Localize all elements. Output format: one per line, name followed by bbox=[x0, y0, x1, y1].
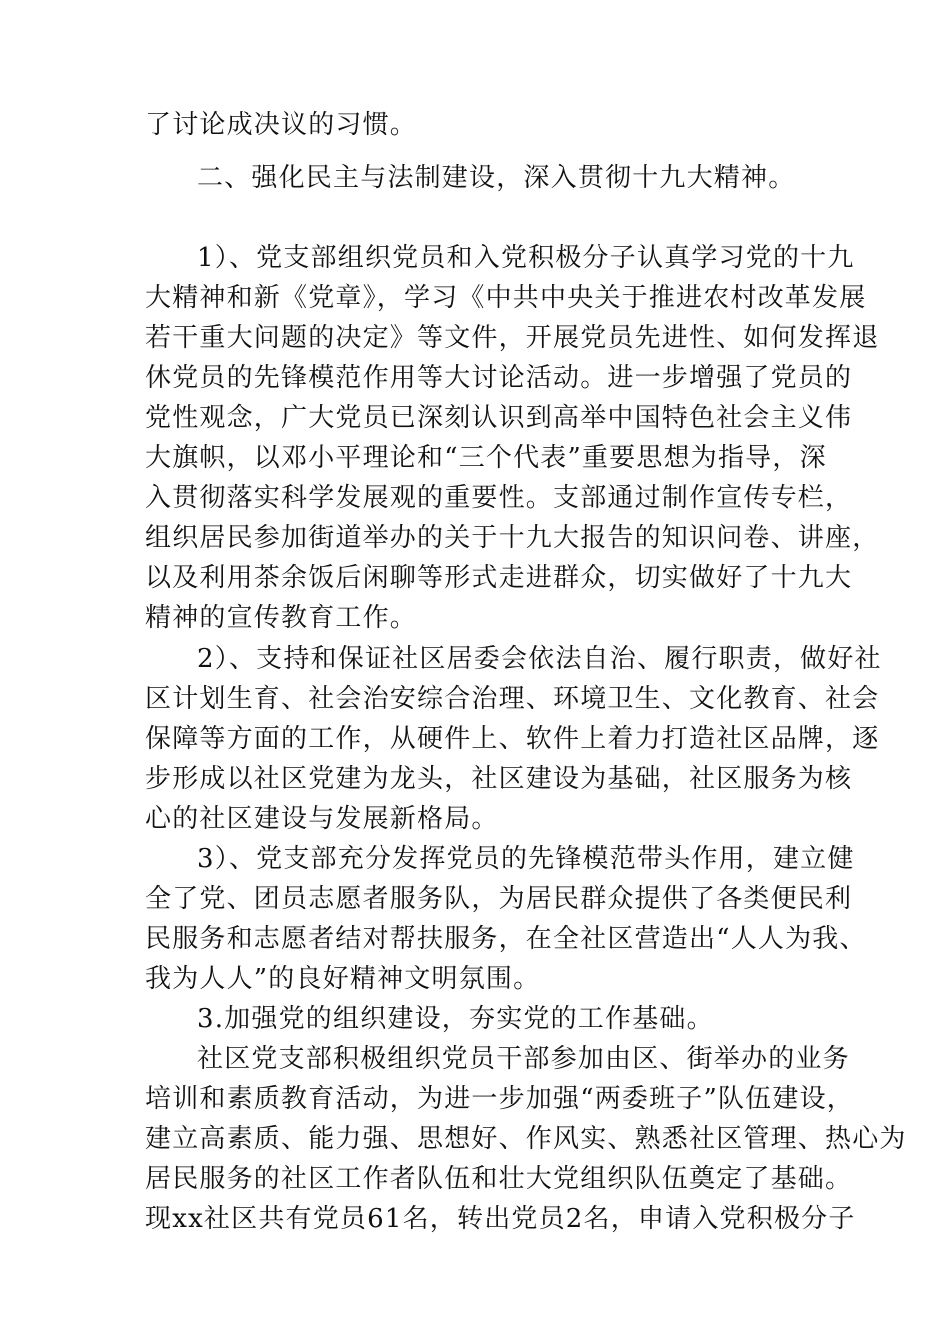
text-line-13: 2）、支持和保证社区居委会依法自治、履行职责，做好社 bbox=[197, 644, 882, 674]
text-line-15: 保障等方面的工作，从硬件上、软件上着力打造社区品牌，逐 bbox=[145, 724, 880, 754]
text-line-7: 党性观念，广大党员已深刻认识到高举中国特色社会主义伟 bbox=[145, 403, 853, 433]
text-line-16: 步形成以社区党建为龙头，社区建设为基础，社区服务为核 bbox=[145, 764, 853, 794]
text-line-9: 入贯彻落实科学发展观的重要性。支部通过制作宣传专栏， bbox=[145, 483, 853, 513]
text-line-25: 建立高素质、能力强、思想好、作风实、熟悉社区管理、热心为 bbox=[145, 1124, 907, 1154]
text-line-5: 若干重大问题的决定》等文件，开展党员先进性、如何发挥退 bbox=[145, 323, 880, 353]
text-line-10: 组织居民参加街道举办的关于十九大报告的知识问卷、讲座， bbox=[145, 523, 880, 553]
text-line-3: 1）、党支部组织党员和入党积极分子认真学习党的十九 bbox=[197, 243, 855, 273]
text-line-6: 休党员的先锋模范作用等大讨论活动。进一步增强了党员的 bbox=[145, 363, 853, 393]
text-line-14: 区计划生育、社会治安综合治理、环境卫生、文化教育、社会 bbox=[145, 684, 880, 714]
text-line-21: 我为人人”的良好精神文明氛围。 bbox=[145, 964, 541, 994]
text-line-2: 二、强化民主与法制建设，深入贯彻十九大精神。 bbox=[197, 163, 796, 193]
text-line-24: 培训和素质教育活动，为进一步加强“两委班子”队伍建设， bbox=[145, 1084, 854, 1114]
text-line-17: 心的社区建设与发展新格局。 bbox=[145, 804, 499, 834]
text-line-12: 精神的宣传教育工作。 bbox=[145, 603, 418, 633]
text-line-19: 全了党、团员志愿者服务队，为居民群众提供了各类便民利 bbox=[145, 884, 853, 914]
text-line-1: 了讨论成决议的习惯。 bbox=[145, 110, 418, 140]
text-line-11: 以及利用茶余饭后闲聊等形式走进群众，切实做好了十九大 bbox=[145, 563, 853, 593]
text-line-18: 3）、党支部充分发挥党员的先锋模范带头作用，建立健 bbox=[197, 844, 855, 874]
text-line-22: 3.加强党的组织建设，夯实党的工作基础。 bbox=[197, 1004, 714, 1034]
text-line-23: 社区党支部积极组织党员干部参加由区、街举办的业务 bbox=[197, 1044, 850, 1074]
text-line-27: 现xx社区共有党员61名，转出党员2名，申请入党积极分子 bbox=[145, 1204, 856, 1234]
text-line-4: 大精神和新《党章》，学习《中共中央关于推进农村改革发展 bbox=[145, 283, 867, 313]
text-line-20: 民服务和志愿者结对帮扶服务，在全社区营造出“人人为我、 bbox=[145, 924, 867, 954]
text-line-8: 大旗帜，以邓小平理论和“三个代表”重要思想为指导，深 bbox=[145, 443, 827, 473]
text-line-26: 居民服务的社区工作者队伍和壮大党组织队伍奠定了基础。 bbox=[145, 1164, 853, 1194]
